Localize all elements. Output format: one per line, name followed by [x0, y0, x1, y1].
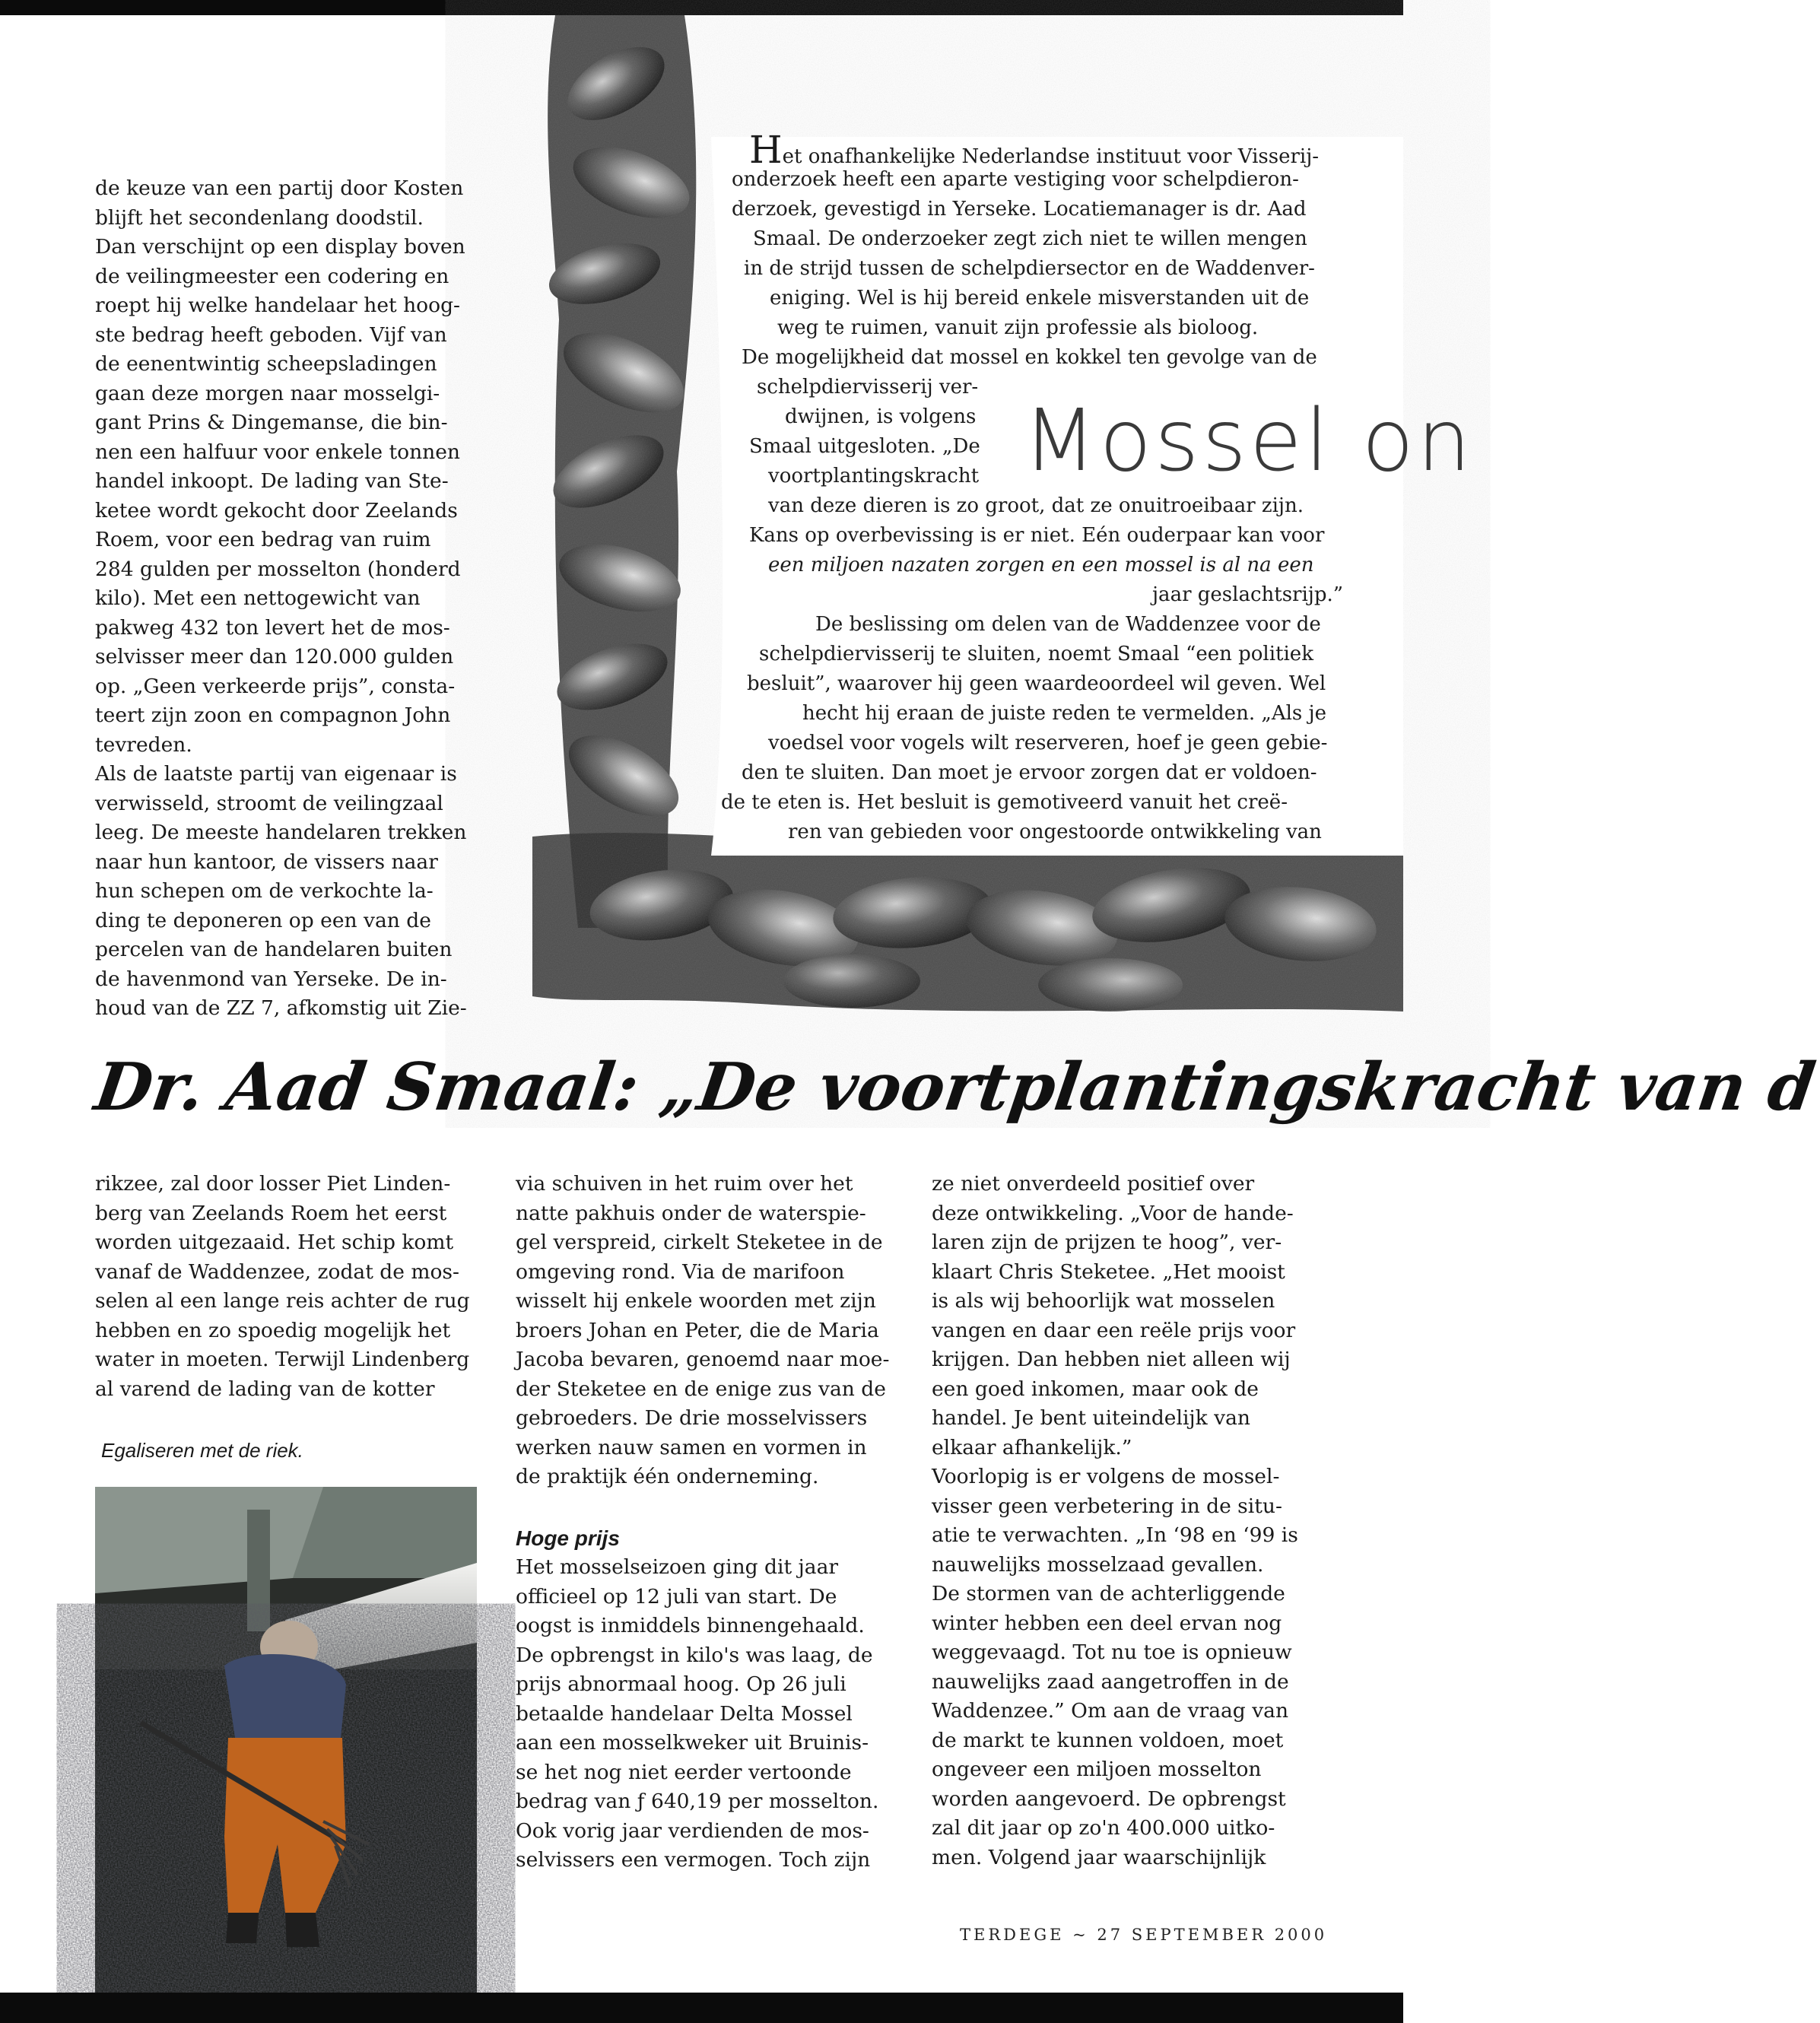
text-line: een miljoen nazaten zorgen en een mossel is al na een [768, 554, 1314, 576]
text-line: de te eten is. Het besluit is gemotiveerd vanuit het creë- [721, 791, 1288, 814]
text-line: visser geen verbetering in de situ- [932, 1494, 1282, 1518]
text-line: deze ontwikkeling. „Voor de hande- [932, 1201, 1294, 1225]
article-headline: Mossel on [1023, 392, 1474, 491]
text-line: nauwelijks zaad aangetroffen in de [932, 1669, 1289, 1694]
text-line: worden uitgezaaid. Het schip komt [95, 1231, 454, 1254]
text-line: kilo). Met een nettogewicht van [95, 586, 421, 610]
text-line: zal dit jaar op zo'n 400.000 uitko- [932, 1816, 1275, 1840]
text-line: De stormen van de achterliggende [932, 1582, 1285, 1605]
text-line: pakweg 432 ton levert het de mos- [95, 615, 450, 640]
text-line: gaan deze morgen naar mosselgi- [95, 381, 440, 405]
text-line: gant Prins & Dingemanse, die bin- [95, 411, 448, 434]
text-line: aan een mosselkweker uit Bruinis- [516, 1731, 869, 1755]
text-line: Waddenzee.” Om aan de vraag van [932, 1699, 1289, 1723]
text-line: in de strijd tussen de schelpdiersector en de Waddenver- [744, 257, 1315, 280]
text-line: eniging. Wel is hij bereid enkele misverstanden uit de [770, 287, 1310, 310]
text-line: elkaar afhankelijk.” [932, 1435, 1132, 1459]
text-line: Voorlopig is er volgens de mossel- [932, 1465, 1280, 1488]
text-line: Dan verschijnt op een display boven [95, 235, 465, 259]
text-line: vangen en daar een reële prijs voor [932, 1318, 1296, 1342]
text-line: handel. Je bent uiteindelijk van [932, 1406, 1250, 1430]
text-line: is als wij behoorlijk wat mosselen [932, 1289, 1275, 1313]
page-bottom-border [0, 1993, 1403, 2023]
text-line: Als de laatste partij van eigenaar is [95, 762, 457, 786]
text-line: ze niet onverdeeld positief over [932, 1172, 1255, 1196]
text-line: dwijnen, is volgens [785, 405, 977, 428]
text-line: de havenmond van Yerseke. De in- [95, 967, 447, 991]
text-line: de veilingmeester een codering en [95, 264, 449, 288]
text-line: Jacoba bevaren, genoemd naar moe- [516, 1348, 890, 1371]
text-line: broers Johan en Peter, die de Maria [516, 1318, 879, 1342]
text-line: schelpdiervisserij te sluiten, noemt Smaal “een politiek [759, 643, 1313, 665]
text-line: de keuze van een partij door Kosten [95, 176, 464, 200]
text-line: berg van Zeelands Roem het eerst [95, 1201, 447, 1225]
text-line: nen een halfuur voor enkele tonnen [95, 440, 461, 464]
text-line: teert zijn zoon en compagnon John [95, 703, 451, 727]
text-line: besluit”, waarover hij geen waardeoordeel wil geven. Wel [747, 672, 1326, 695]
text-line: roept hij welke handelaar het hoog- [95, 294, 460, 317]
text-line: der Steketee en de enige zus van de [516, 1377, 886, 1401]
text-line: De beslissing om delen van de Waddenzee voor de [815, 613, 1321, 636]
text-line: de markt te kunnen voldoen, moet [932, 1728, 1284, 1752]
text-line: ren van gebieden voor ongestoorde ontwikkeling van [788, 821, 1322, 843]
text-line: vanaf de Waddenzee, zodat de mos- [95, 1259, 459, 1284]
text-line: se het nog niet eerder vertoonde [516, 1760, 852, 1784]
text-line: nauwelijks mosselzaad gevallen. [932, 1552, 1264, 1577]
text-line: blijft het secondenlang doodstil. [95, 205, 424, 230]
text-line: de eenentwintig scheepsladingen [95, 352, 437, 376]
text-line: hebben en zo spoedig mogelijk het [95, 1318, 451, 1342]
text-line: 284 gulden per mosselton (honderd [95, 557, 461, 581]
text-line: weggevaagd. Tot nu toe is opnieuw [932, 1640, 1292, 1664]
text-line: selen al een lange reis achter de rug [95, 1289, 470, 1313]
column-2 [516, 1170, 911, 1875]
text-line: et onafhankelijke Nederlandse instituut voor Visserij- [782, 145, 1320, 168]
text-line: verwisseld, stroomt de veilingzaal [95, 791, 443, 815]
text-line: ketee wordt gekocht door Zeelands [95, 498, 458, 522]
text-line: men. Volgend jaar waarschijnlijk [932, 1845, 1266, 1869]
text-line: den te sluiten. Dan moet je ervoor zorgen dat er voldoen- [742, 761, 1317, 784]
text-line: rikzee, zal door losser Piet Linden- [95, 1172, 451, 1196]
text-line: winter hebben een deel ervan nog [932, 1611, 1282, 1635]
text-line: klaart Chris Steketee. „Het mooist [932, 1259, 1285, 1284]
text-line: leeg. De meeste handelaren trekken [95, 821, 467, 844]
fisherman-photo [95, 1487, 477, 1993]
text-line: atie te verwachten. „In ‘98 en ‘99 is [932, 1523, 1298, 1547]
text-line: werken nauw samen en vormen in [516, 1435, 867, 1459]
text-line: van deze dieren is zo groot, dat ze onuitroeibaar zijn. [768, 494, 1304, 517]
text-line: hecht hij eraan de juiste reden te vermelden. „Als je [802, 702, 1326, 725]
page-footer: TERDEGE ~ 27 SEPTEMBER 2000 [960, 1926, 1328, 1944]
text-line: selvisser meer dan 120.000 gulden [95, 645, 454, 669]
left-text-column [95, 174, 491, 1024]
text-line: de praktijk één onderneming. [516, 1465, 819, 1488]
text-line: Smaal. De onderzoeker zegt zich niet te willen mengen [753, 227, 1307, 250]
text-line: een goed inkomen, maar ook de [932, 1377, 1259, 1401]
text-line: Smaal uitgesloten. „De [749, 435, 980, 458]
text-line: via schuiven in het ruim over het [516, 1172, 853, 1196]
photo-caption: Egaliseren met de riek. [101, 1439, 303, 1462]
text-line: krijgen. Dan hebben niet alleen wij [932, 1348, 1291, 1371]
quote-headline: Dr. Aad Smaal: „De voortplantingskracht van d [90, 1049, 1820, 1126]
text-line: houd van de ZZ 7, afkomstig uit Zie- [95, 996, 467, 1020]
text-line: schelpdiervisserij ver- [757, 376, 979, 399]
text-line: gebroeders. De drie mosselvissers [516, 1406, 868, 1430]
text-line: bedrag van ƒ 640,19 per mosselton. [516, 1790, 879, 1813]
text-line: weg te ruimen, vanuit zijn professie als bioloog. [777, 316, 1259, 339]
text-line: officieel op 12 juli van start. De [516, 1584, 837, 1609]
text-line: al varend de lading van de kotter [95, 1377, 435, 1401]
text-line: prijs abnormaal hoog. Op 26 juli [516, 1672, 846, 1696]
page-top-border [0, 0, 1403, 15]
text-line: omgeving rond. Via de marifoon [516, 1259, 845, 1284]
text-line: Het mosselseizoen ging dit jaar [516, 1555, 839, 1579]
text-line: Kans op overbevissing is er niet. Eén ouderpaar kan voor [749, 524, 1325, 547]
text-line: handel inkoopt. De lading van Ste- [95, 469, 449, 493]
text-line: gel verspreid, cirkelt Steketee in de [516, 1231, 883, 1254]
text-line: naar hun kantoor, de vissers naar [95, 850, 438, 874]
text-line: De opbrengst in kilo's was laag, de [516, 1643, 873, 1667]
text-line: voortplantingskracht [768, 465, 980, 487]
text-line: onderzoek heeft een aparte vestiging voor schelpdieron- [732, 168, 1299, 191]
text-line: selvissers een vermogen. Toch zijn [516, 1848, 871, 1872]
text-line: ste bedrag heeft geboden. Vijf van [95, 322, 447, 347]
text-line: voedsel voor vogels wilt reserveren, hoef je geen gebie- [768, 732, 1328, 754]
text-line: water in moeten. Terwijl Lindenberg [95, 1348, 470, 1371]
text-line: op. „Geen verkeerde prijs”, consta- [95, 674, 456, 698]
text-line: natte pakhuis onder de waterspie- [516, 1201, 866, 1225]
text-line: jaar geslachtsrijp.” [1152, 583, 1344, 606]
text-line: percelen van de handelaren buiten [95, 938, 453, 961]
column-1 [95, 1170, 491, 1404]
text-line: laren zijn de prijzen te hoog”, ver- [932, 1231, 1282, 1254]
text-line: tevreden. [95, 732, 192, 757]
drop-cap: H [749, 128, 783, 172]
text-line: oogst is inmiddels binnengehaald. [516, 1614, 865, 1637]
section-subhead: Hoge prijs [516, 1526, 620, 1550]
column-3 [932, 1170, 1327, 1872]
text-line: ongeveer een miljoen mosselton [932, 1758, 1262, 1781]
text-line: ding te deponeren op een van de [95, 908, 431, 932]
text-line: wisselt hij enkele woorden met zijn [516, 1289, 876, 1313]
text-line: Ook vorig jaar verdienden de mos- [516, 1818, 869, 1843]
text-line: De mogelijkheid dat mossel en kokkel ten gevolge van de [742, 346, 1317, 369]
text-line: betaalde handelaar Delta Mossel [516, 1701, 853, 1726]
text-line: Roem, voor een bedrag van ruim [95, 528, 431, 551]
text-line: hun schepen om de verkochte la- [95, 879, 434, 903]
text-line: worden aangevoerd. De opbrengst [932, 1786, 1286, 1811]
text-line: derzoek, gevestigd in Yerseke. Locatiemanager is dr. Aad [732, 198, 1307, 221]
